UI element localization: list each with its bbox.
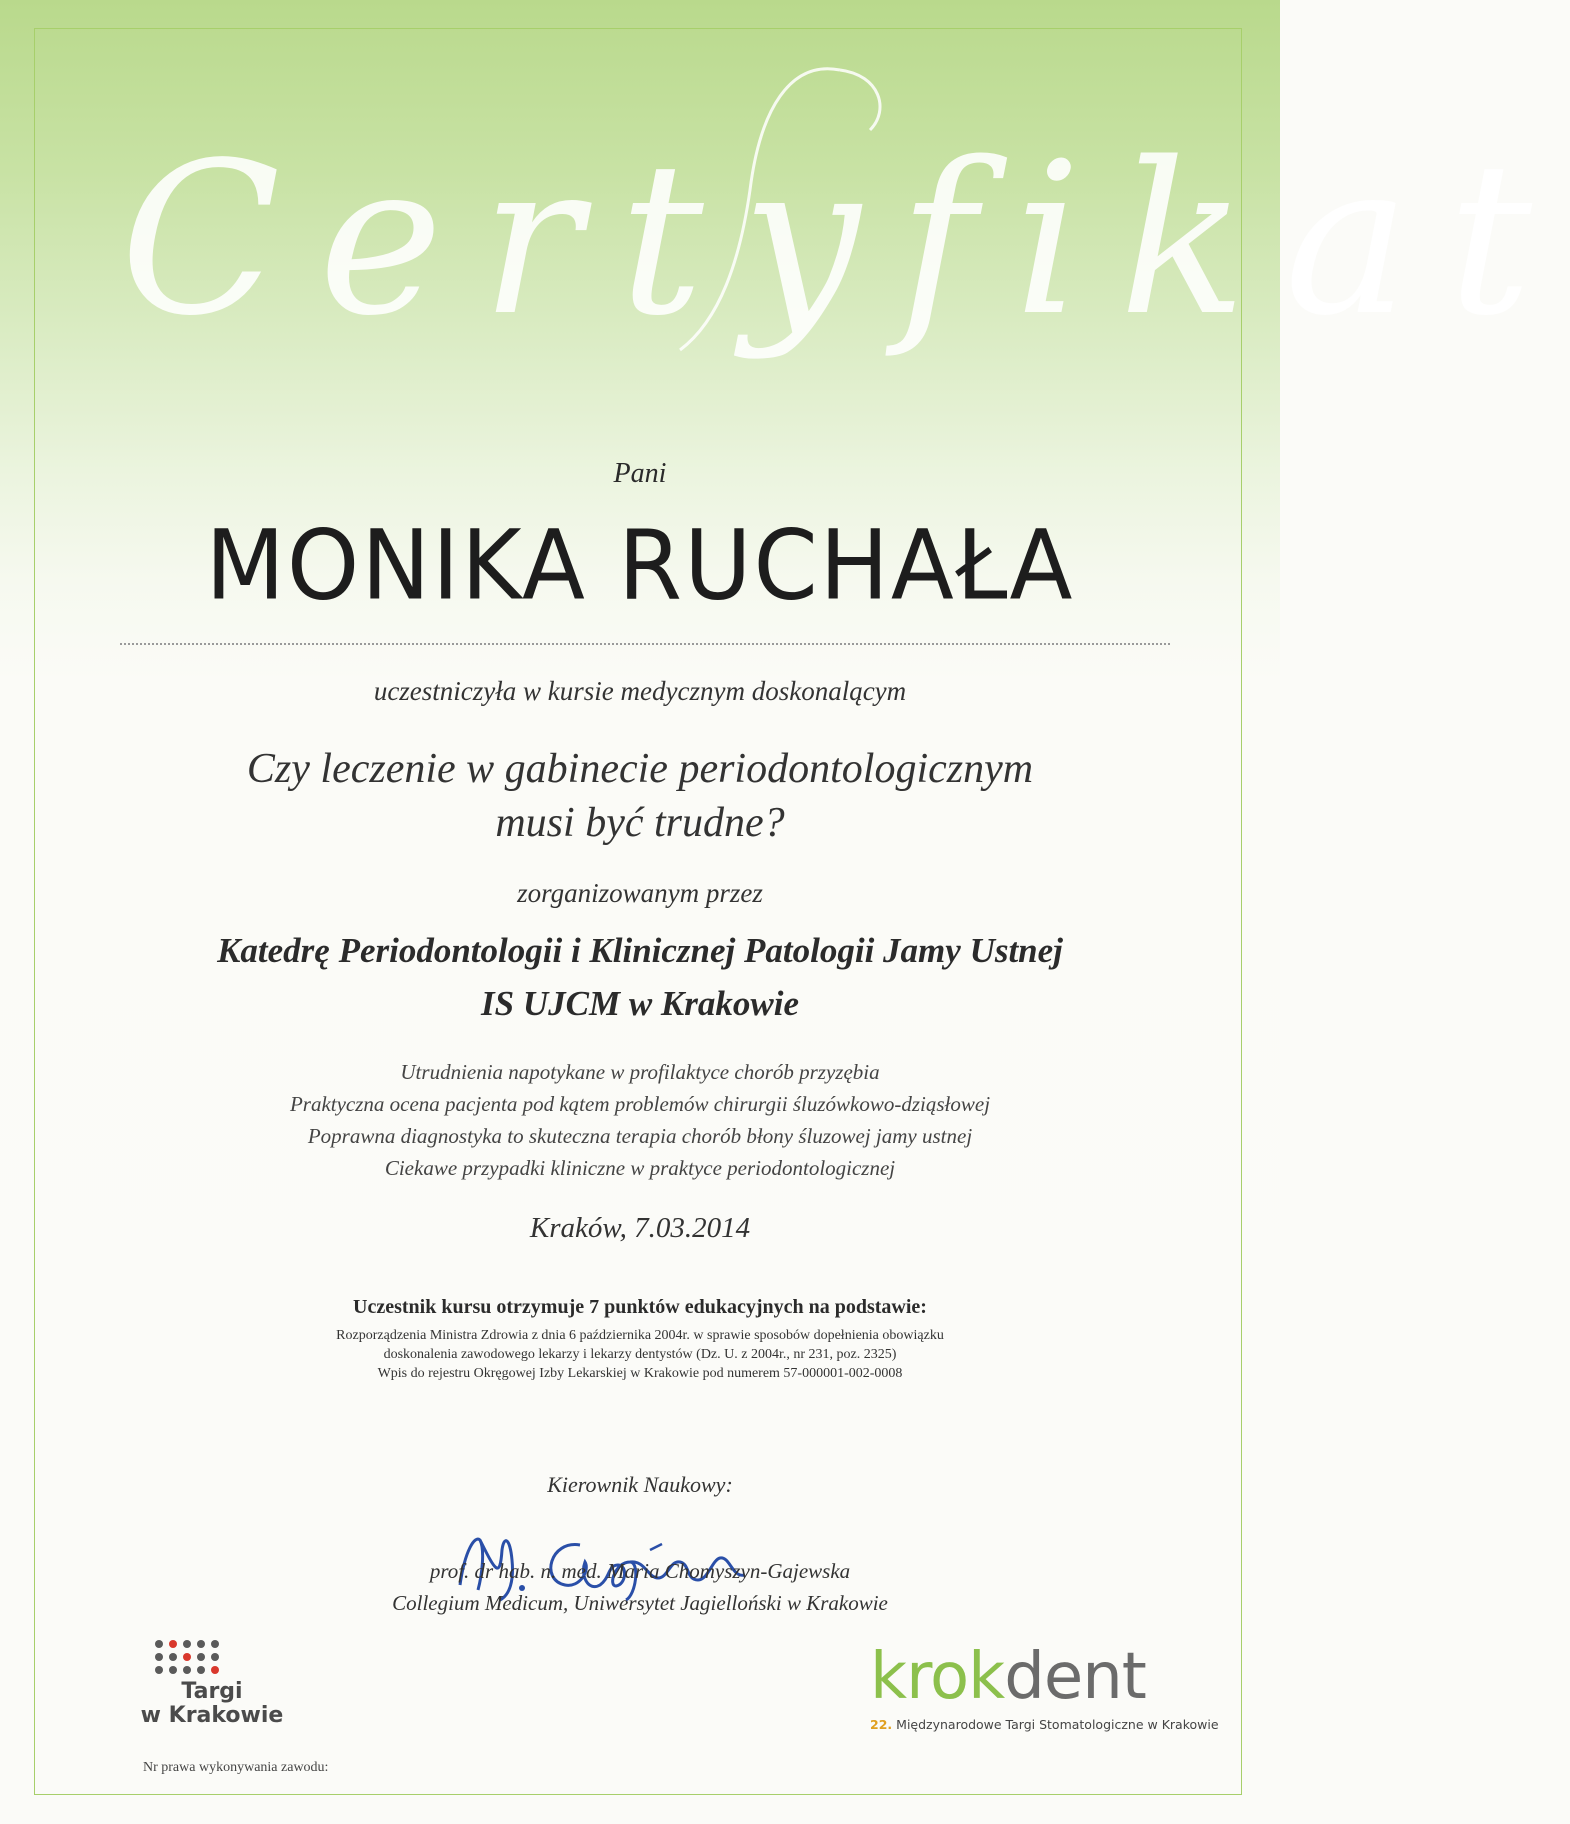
- course-title-line2: musi być trudne?: [495, 800, 785, 846]
- points-body-line: Wpis do rejestru Okręgowej Izby Lekarskiej w Krakowie pod numerem 57-000001-002-0008: [377, 1366, 903, 1381]
- points-body-line: doskonalenia zawodowego lekarzy i lekarzy dentystów (Dz. U. z 2004r., nr 231, poz. 2325): [383, 1347, 897, 1362]
- krokdent-logo: [870, 1640, 1210, 1720]
- topic-item: Ciekawe przypadki kliniczne w praktyce periodontologicznej: [384, 1156, 896, 1180]
- participation-text: uczestniczyła w kursie medycznym doskonalącym: [373, 676, 907, 706]
- points-legal-basis: [0, 1326, 1280, 1383]
- points-body-line: Rozporządzenia Ministra Zdrowia z dnia 6 października 2004r. w sprawie sposobów dopełnienia obowiązku: [336, 1328, 944, 1343]
- supervisor-name: prof. dr hab. n. med. Maria Chomyszyn-Gajewska: [429, 1559, 851, 1583]
- course-title: [0, 742, 1280, 850]
- points-heading: Uczestnik kursu otrzymuje 7 punktów edukacyjnych na podstawie:: [353, 1296, 927, 1318]
- supervisor-credentials: [0, 1555, 1280, 1619]
- place-date: Kraków, 7.03.2014: [529, 1212, 751, 1244]
- name-dotted-line: [120, 643, 1170, 645]
- recipient-name: MONIKA RUCHAŁA: [205, 509, 1075, 622]
- krokdent-dent: dent: [1004, 1640, 1146, 1714]
- topic-item: Praktyczna ocena pacjenta pod kątem problemów chirurgii śluzówkowo-dziąsłowej: [289, 1092, 991, 1116]
- license-number-label: Nr prawa wykonywania zawodu:: [143, 1760, 329, 1775]
- topics-list: [0, 1056, 1280, 1184]
- topic-item: Utrudnienia napotykane w profilaktyce chorób przyzębia: [400, 1060, 880, 1084]
- targi-w-krakowie-logo: [137, 1640, 307, 1750]
- krokdent-subtitle: [870, 1717, 1230, 1732]
- krokdent-subtitle-text: Międzynarodowe Targi Stomatologiczne w Krakowie: [896, 1717, 1219, 1732]
- krokdent-krok: krok: [870, 1640, 1005, 1714]
- organized-by-text: zorganizowanym przez: [517, 878, 763, 908]
- supervisor-label: Kierownik Naukowy:: [547, 1472, 733, 1497]
- targi-dots-icon: [155, 1640, 307, 1674]
- certificate-title: Certyfikat: [120, 117, 1570, 362]
- targi-logo-line1: Targi: [181, 1679, 243, 1704]
- krokdent-wordmark: [870, 1640, 1210, 1714]
- organizer-line1: Katedrę Periodontologii i Klinicznej Patologii Jamy Ustnej: [217, 931, 1063, 970]
- targi-logo-text: [137, 1680, 287, 1728]
- topic-item: Poprawna diagnostyka to skuteczna terapia chorób błony śluzowej jamy ustnej: [307, 1124, 973, 1148]
- organizer: [0, 924, 1280, 1030]
- krokdent-edition-number: 22.: [870, 1717, 893, 1732]
- organizer-line2: IS UJCM w Krakowie: [481, 984, 799, 1023]
- course-title-line1: Czy leczenie w gabinecie periodontologicznym: [246, 746, 1034, 792]
- salutation: Pani: [613, 458, 667, 489]
- targi-logo-line2: w Krakowie: [140, 1703, 284, 1728]
- supervisor-affiliation: Collegium Medicum, Uniwersytet Jagielloński w Krakowie: [392, 1591, 888, 1615]
- title-flourish-decoration: [640, 50, 900, 360]
